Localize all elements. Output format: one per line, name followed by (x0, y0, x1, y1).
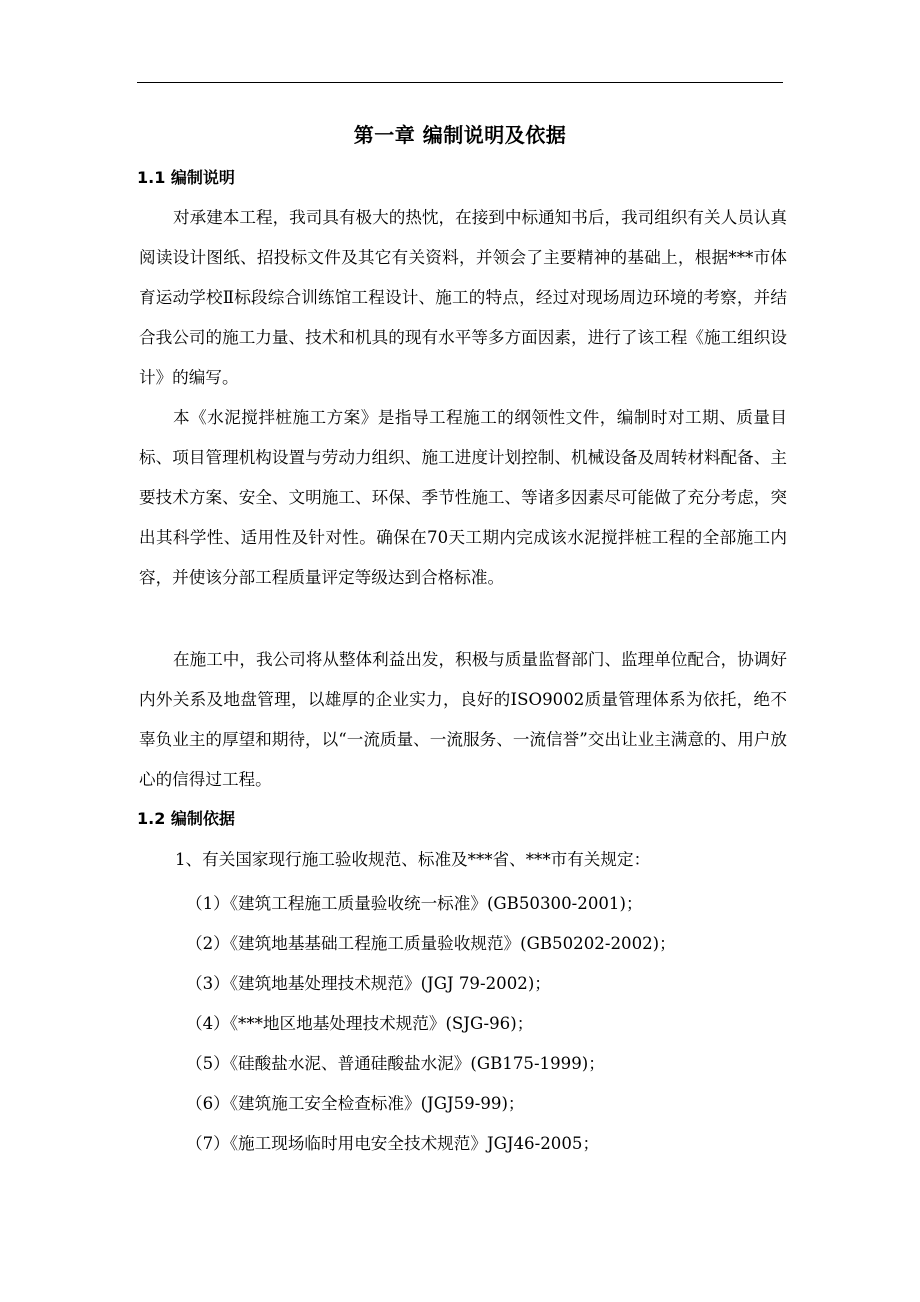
header-rule (137, 82, 783, 83)
reference-item: （5）《硅酸盐水泥、普通硅酸盐水泥》(GB175-1999)； (186, 1054, 605, 1073)
chapter-title: 第一章 编制说明及依据 (353, 123, 567, 147)
reference-item: （2）《建筑地基基础工程施工质量验收规范》(GB50202-2002)； (186, 934, 676, 953)
basis-intro: 1、有关国家现行施工验收规范、标准及***省、***市有关规定： (175, 850, 651, 869)
section-heading-1-1: 1.1 编制说明 (137, 168, 235, 187)
reference-item: （3）《建筑地基处理技术规范》(JGJ 79-2002)； (186, 974, 551, 993)
paragraph: 本《水泥搅拌桩施工方案》是指导工程施工的纲领性文件，编制时对工期、质量目标、项目管理机构设置与劳动力组织、施工进度计划控制、机械设备及周转材料配备、主要技术方案、安全、文明施工、环保、季节性施工、等诸多因素尽可能做了充分考虑，突出其科学性、适用性及针对性。确保在70天工期内完成该水泥搅拌桩工程的全部施工内容，并使该分部工程质量评定等级达到合格标准。 (139, 408, 787, 587)
reference-item: （1）《建筑工程施工质量验收统一标准》(GB50300-2001)； (186, 894, 643, 913)
reference-item: （4）《***地区地基处理技术规范》(SJG-96)； (186, 1014, 534, 1033)
section-heading-1-2: 1.2 编制依据 (137, 809, 235, 828)
reference-item: （6）《建筑施工安全检查标准》(JGJ59-99)； (186, 1094, 525, 1113)
paragraph: 在施工中，我公司将从整体利益出发，积极与质量监督部门、监理单位配合，协调好内外关系及地盘管理，以雄厚的企业实力，良好的ISO9002质量管理体系为依托，绝不辜负业主的厚望和期待，以“一流质量、一流服务、一流信誉”交出让业主满意的、用户放心的信得过工程。 (139, 650, 787, 789)
reference-item: （7）《施工现场临时用电安全技术规范》JGJ46-2005； (186, 1134, 600, 1153)
paragraph: 对承建本工程，我司具有极大的热忱，在接到中标通知书后，我司组织有关人员认真阅读设计图纸、招投标文件及其它有关资料，并领会了主要精神的基础上，根据***市体育运动学校Ⅱ标段综合训练馆工程设计、施工的特点，经过对现场周边环境的考察，并结合我公司的施工力量、技术和机具的现有水平等多方面因素，进行了该工程《施工组织设计》的编写。 (139, 208, 787, 387)
reference-list (186, 884, 676, 1164)
